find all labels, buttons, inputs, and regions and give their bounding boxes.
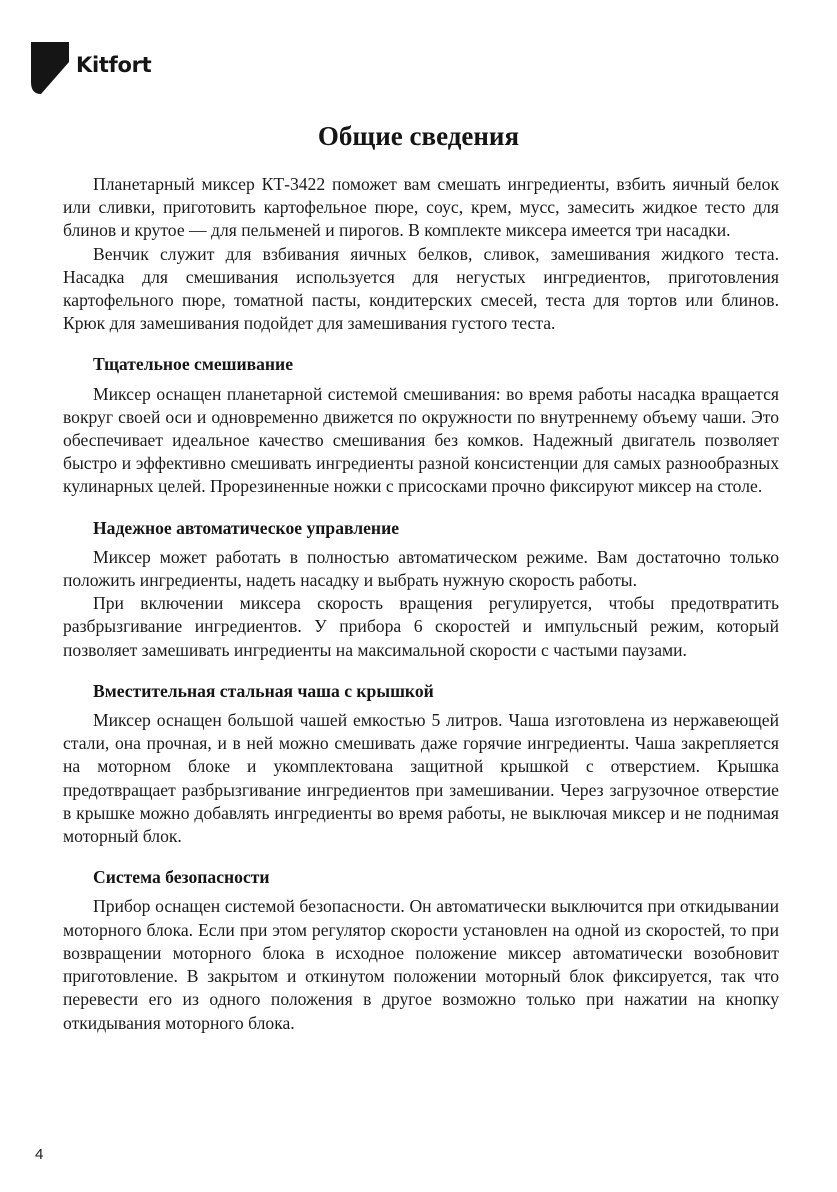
intro-paragraph: Планетарный миксер КТ-3422 поможет вам смешать ингредиенты, взбить яичный белок или сливки, приготовить картофельное пюре, соус, крем, мусс, замесить жидкое тесто для блинов и крутое — для пельменей и пирогов. В комплекте миксера имеется три насадки. <box>63 174 779 241</box>
section-heading: Тщательное смешивание <box>93 354 293 375</box>
section-paragraph: Миксер оснащен большой чашей емкостью 5 литров. Чаша изготовлена из нержавеющей стали, она прочная, и в ней можно смешивать даже горячие ингредиенты. Чаша закрепляется на моторном блоке и укомплектована защитной крышкой с отверстием. Крышка предотвращает разбрызгивание ингредиентов при замешивании. Через загрузочное отверстие в крышке можно добавлять ингредиенты во время работы, не выключая миксер и не поднимая моторный блок. <box>63 710 779 847</box>
section-heading: Вместительная стальная чаша с крышкой <box>93 680 434 701</box>
page-title: Общие сведения <box>317 121 520 151</box>
section-paragraph: Миксер может работать в полностью автоматическом режиме. Вам достаточно только положить ингредиенты, надеть насадку и выбрать нужную скорость работы. <box>63 546 779 591</box>
document-body <box>63 173 779 1035</box>
intro-paragraph: Венчик служит для взбивания яичных белков, сливок, замешивания жидкого теста. Насадка для смешивания используется для негустых ингредиентов, приготовления картофельного пюре, томатной пасты, кондитерских смесей, теста для тортов или блинов. Крюк для замешивания подойдет для замешивания густого теста. <box>63 243 779 334</box>
section-paragraph: Миксер оснащен планетарной системой смешивания: во время работы насадка вращается вокруг своей оси и одновременно движется по окружности по внутреннему объему чаши. Это обеспечивает идеальное качество смешивания без комков. Надежный двигатель позволяет быстро и эффективно смешивать ингредиенты разной консистенции для самых разнообразных кулинарных целей. Прорезиненные ножки с присосками прочно фиксируют миксер на столе. <box>63 383 779 497</box>
kitfort-logo <box>31 42 171 98</box>
section-heading: Надежное автоматическое управление <box>93 517 400 538</box>
section-heading: Система безопасности <box>93 867 270 888</box>
section-paragraph: При включении миксера скорость вращения регулируется, чтобы предотвратить разбрызгивание ингредиентов. У прибора 6 скоростей и импульсный режим, который позволяет замешивать ингредиенты на максимальной скорости с частыми паузами. <box>63 593 779 660</box>
brand-name: Kitfort <box>76 53 152 77</box>
section-paragraph: Прибор оснащен системой безопасности. Он автоматически выключится при откидывании моторного блока. Если при этом регулятор скорости установлен на одной из скоростей, то при возвращении моторного блока в исходное положение миксер автоматически возобновит приготовление. В закрытом и откинутом положении моторный блок фиксируется, так что перевести его из одного положения в другое возможно только при нажатии на кнопку откидывания моторного блока. <box>63 896 779 1033</box>
kitfort-logo-mark-icon <box>31 42 71 94</box>
page-number: 4 <box>35 1146 44 1163</box>
